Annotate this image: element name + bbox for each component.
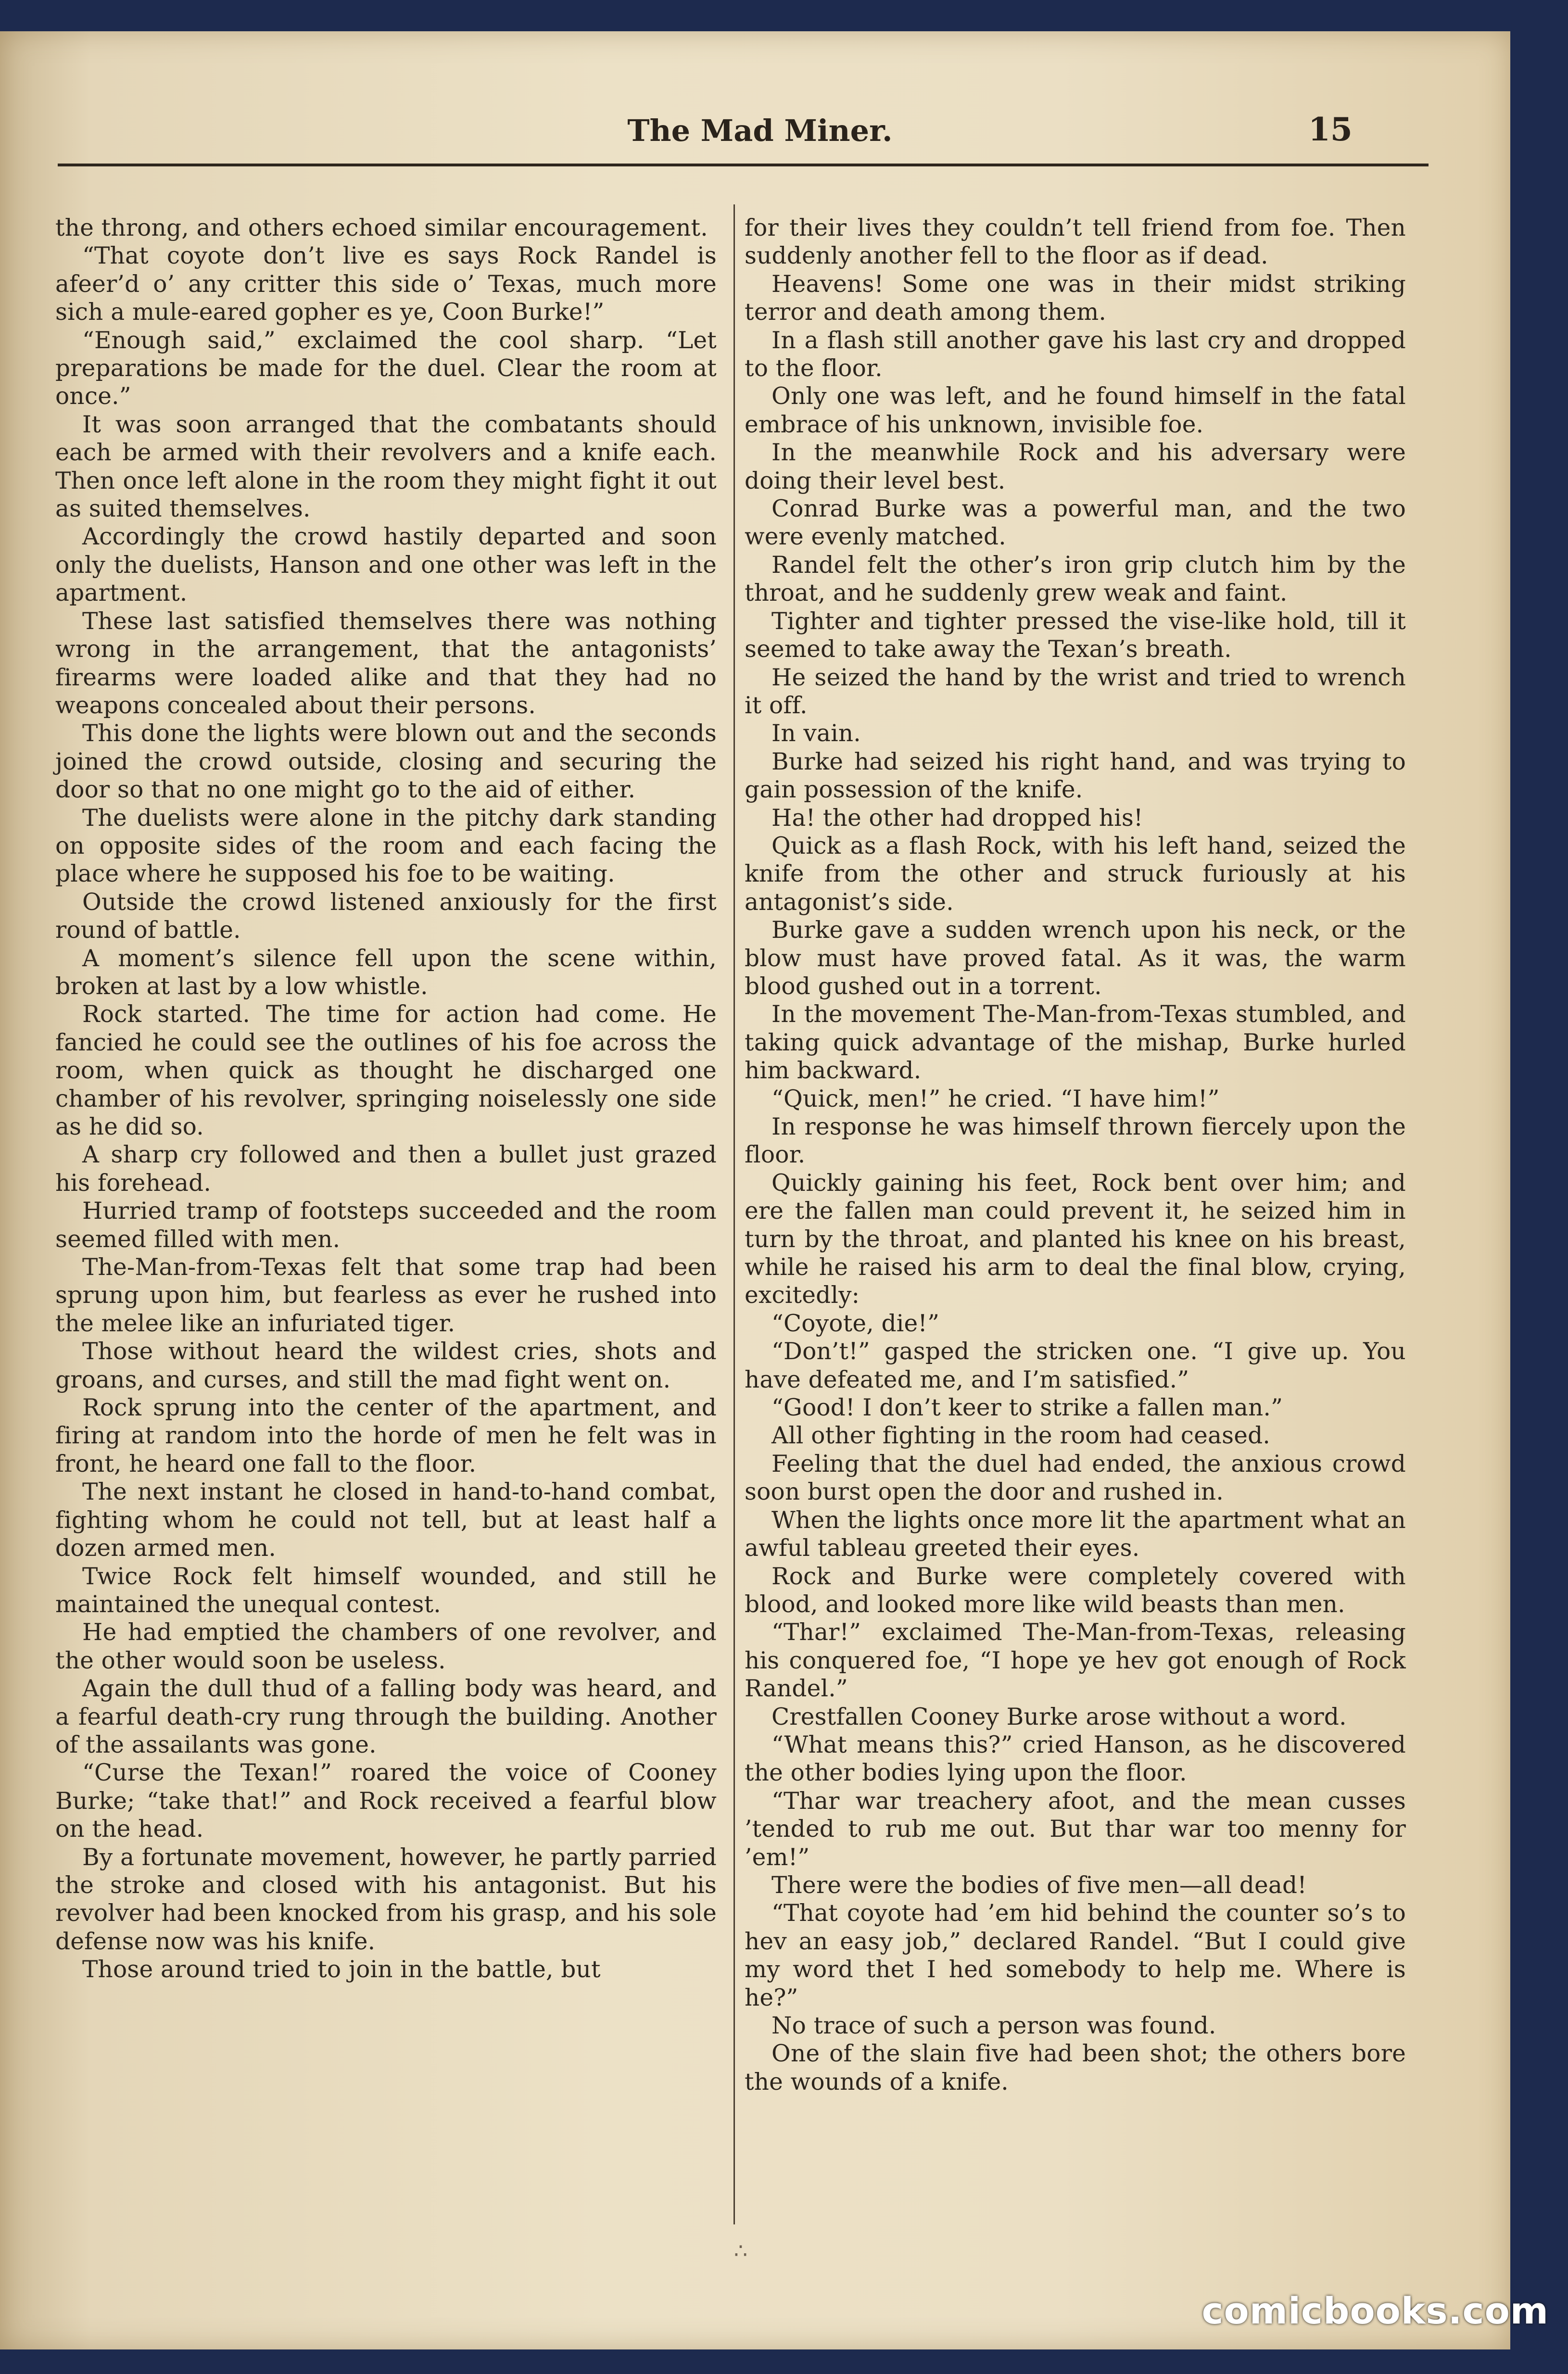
paragraph: This done the lights were blown out and the seconds joined the crowd outside, closing and securing the door so that no one might go to the aid of either. (55, 720, 717, 804)
paragraph: Only one was left, and he found himself in the fatal embrace of his unknown, invisible foe. (745, 383, 1406, 438)
header-rule (58, 164, 1429, 166)
paragraph: Accordingly the crowd hastily departed and soon only the duelists, Hanson and one other was left in the apartment. (55, 523, 717, 607)
magazine-page (0, 31, 1510, 2349)
paragraph: A sharp cry followed and then a bullet just grazed his forehead. (55, 1141, 717, 1197)
right-text-column (745, 214, 1406, 2096)
paragraph: Tighter and tighter pressed the vise-like hold, till it seemed to take away the Texan’s breath. (745, 607, 1406, 663)
paragraph: When the lights once more lit the apartment what an awful tableau greeted their eyes. (745, 1506, 1406, 1562)
paragraph: A moment’s silence fell upon the scene within, broken at last by a low whistle. (55, 945, 717, 1000)
paragraph: “Coyote, die!” (771, 1310, 940, 1337)
paragraph: The next instant he closed in hand-to-hand combat, fighting whom he could not tell, but at least half a dozen armed men. (55, 1478, 717, 1562)
paragraph: “That coyote had ’em hid behind the counter so’s to hev an easy job,” declared Randel. “But I could give my word thet I hed somebody to help me. Where is he?” (745, 1900, 1406, 2011)
paragraph: Rock started. The time for action had come. He fancied he could see the outlines of his foe across the room, when quick as thought he discharged one chamber of his revolver, springing noiselessly one side as he did so. (55, 1001, 717, 1140)
paragraph: Burke had seized his right hand, and was trying to gain possession of the knife. (745, 748, 1406, 804)
paragraph: “Thar war treachery afoot, and the mean cusses ’tended to rub me out. But thar war too menny for ’em!” (745, 1787, 1406, 1871)
paragraph: “Thar!” exclaimed The-Man-from-Texas, releasing his conquered foe, “I hope ye hev got enough of Rock Randel.” (745, 1619, 1406, 1703)
paragraph: The-Man-from-Texas felt that some trap had been sprung upon him, but fearless as ever he rushed into the melee like an infuriated tiger. (55, 1254, 717, 1337)
paragraph: Rock and Burke were completely covered with blood, and looked more like wild beasts than men. (745, 1563, 1406, 1618)
column-divider (733, 204, 735, 2224)
paragraph: Burke gave a sudden wrench upon his neck, or the blow must have proved fatal. As it was, the warm blood gushed out in a torrent. (745, 917, 1406, 1000)
paragraph: Conrad Burke was a powerful man, and the two were evenly matched. (745, 495, 1406, 551)
paragraph: It was soon arranged that the combatants should each be armed with their revolvers and a knife each. Then once left alone in the room they might fight it out as suited themselves. (55, 411, 717, 523)
paragraph: Outside the crowd listened anxiously for the first round of battle. (55, 888, 717, 944)
paragraph: Randel felt the other’s iron grip clutch him by the throat, and he suddenly grew weak and faint. (745, 551, 1406, 607)
left-text-column (55, 214, 717, 1984)
paragraph: “Enough said,” exclaimed the cool sharp. “Let preparations be made for the duel. Clear the room at once.” (55, 327, 717, 410)
paragraph: Rock sprung into the center of the apartment, and firing at random into the horde of men he felt was in front, he heard one fall to the floor. (55, 1394, 717, 1477)
paragraph: These last satisfied themselves there was nothing wrong in the arrangement, that the antagonists’ firearms were loaded alike and that they had no weapons concealed about their persons. (55, 607, 717, 719)
paragraph: He seized the hand by the wrist and tried to wrench it off. (745, 664, 1406, 719)
paragraph: Quick as a flash Rock, with his left hand, seized the knife from the other and struck furiously at his antagonist’s side. (745, 832, 1406, 916)
paragraph: Crestfallen Cooney Burke arose without a word. (771, 1703, 1347, 1730)
paragraph: In a flash still another gave his last cry and dropped to the floor. (745, 327, 1406, 382)
paragraph: “Don’t!” gasped the stricken one. “I give up. You have defeated me, and I’m satisfied.” (745, 1338, 1406, 1393)
paragraph: Quickly gaining his feet, Rock bent over him; and ere the fallen man could prevent it, he seized him in turn by the throat, and planted his knee on his breast, while he raised his arm to deal the final blow, crying, excitedly: (745, 1169, 1406, 1309)
paragraph: “Quick, men!” he cried. “I have him!” (771, 1085, 1220, 1112)
paragraph: No trace of such a person was found. (771, 2012, 1216, 2039)
paragraph: Feeling that the duel had ended, the anxious crowd soon burst open the door and rushed in. (745, 1450, 1406, 1506)
paragraph: All other fighting in the room had ceased. (771, 1422, 1270, 1450)
paragraph: The duelists were alone in the pitchy dark standing on opposite sides of the room and each facing the place where he supposed his foe to be waiting. (55, 804, 717, 888)
paragraph: By a fortunate movement, however, he partly parried the stroke and closed with his antagonist. But his revolver had been knocked from his grasp, and his sole defense now was his knife. (55, 1844, 717, 1955)
paragraph: In vain. (771, 720, 861, 747)
paragraph: There were the bodies of five men—all dead! (771, 1871, 1307, 1899)
watermark: comicbooks.com (1201, 2289, 1549, 2332)
running-head-title: The Mad Miner. (627, 113, 893, 148)
paragraph: Heavens! Some one was in their midst striking terror and death among them. (745, 270, 1406, 326)
paragraph: Again the dull thud of a falling body was heard, and a fearful death-cry rung through the building. Another of the assailants was gone. (55, 1675, 717, 1758)
paragraph: Those without heard the wildest cries, shots and groans, and curses, and still the mad fight went on. (55, 1338, 717, 1393)
paragraph: Those around tried to join in the battle, but (82, 1956, 601, 1983)
paragraph: “What means this?” cried Hanson, as he discovered the other bodies lying upon the floor. (745, 1731, 1406, 1787)
page-number: 15 (1308, 111, 1353, 148)
paragraph: One of the slain five had been shot; the others bore the wounds of a knife. (745, 2040, 1406, 2096)
paragraph: “Curse the Texan!” roared the voice of Cooney Burke; “take that!” and Rock received a fearful blow on the head. (55, 1759, 717, 1843)
paragraph: for their lives they couldn’t tell friend from foe. Then suddenly another fell to the floor as if dead. (745, 215, 1406, 270)
paragraph: Ha! the other had dropped his! (771, 804, 1143, 832)
paragraph: He had emptied the chambers of one revolver, and the other would soon be useless. (55, 1619, 717, 1674)
paragraph: “That coyote don’t live es says Rock Randel is afeer’d o’ any critter this side o’ Texas, much more sich a mule-eared gopher es ye, Coon Burke!” (55, 242, 717, 326)
paragraph: Hurried tramp of footsteps succeeded and the room seemed filled with men. (55, 1198, 717, 1253)
paragraph: In the movement The-Man-from-Texas stumbled, and taking quick advantage of the mishap, Burke hurled him backward. (745, 1001, 1406, 1085)
paragraph: In response he was himself thrown fiercely upon the floor. (745, 1113, 1406, 1169)
ornament-smudge: ∴ (734, 2239, 747, 2263)
paragraph: “Good! I don’t keer to strike a fallen man.” (771, 1394, 1283, 1422)
paragraph: In the meanwhile Rock and his adversary were doing their level best. (745, 439, 1406, 494)
paragraph: the throng, and others echoed similar encouragement. (55, 215, 708, 241)
paragraph: Twice Rock felt himself wounded, and still he maintained the unequal contest. (55, 1563, 717, 1618)
